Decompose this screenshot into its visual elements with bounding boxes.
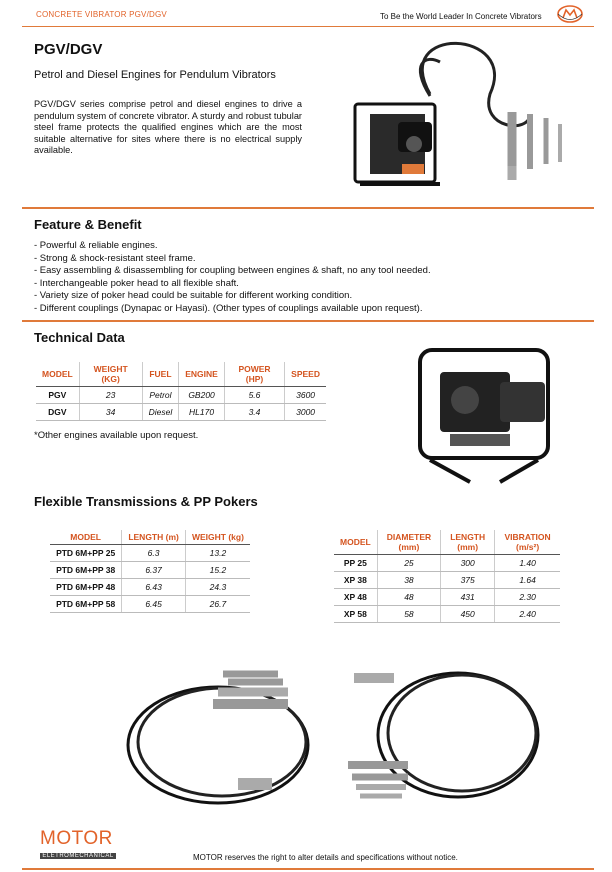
table-cell: 13.2 — [185, 545, 250, 562]
intro-paragraph: PGV/DGV series comprise petrol and diesel engines to drive a pendulum system of concrete vibrator. A sturdy and robust tubular steel frame protects the qualified engines which are the most suitable alternative for sites where there is no electrical supply available. — [34, 99, 302, 155]
feature-item: - Easy assembling & disassembling for coupling between engines & shaft, no any tool needed. — [34, 265, 431, 276]
column-header: WEIGHT (KG) — [79, 362, 142, 387]
flexible-heading: Flexible Transmissions & PP Pokers — [34, 494, 258, 509]
engine-with-pokers-image — [330, 34, 600, 204]
table-cell: PTD 6M+PP 38 — [50, 562, 122, 579]
table-cell: 300 — [441, 555, 495, 572]
table-header-row — [36, 362, 326, 387]
table-cell: 6.37 — [122, 562, 186, 579]
table-cell: 3600 — [285, 387, 326, 404]
feature-item: - Powerful & reliable engines. — [34, 240, 158, 251]
table-cell: XP 58 — [334, 606, 377, 623]
column-header: POWER (HP) — [224, 362, 284, 387]
features-list — [34, 240, 431, 315]
table-cell: Petrol — [142, 387, 179, 404]
table-row — [36, 387, 326, 404]
table-cell: 375 — [441, 572, 495, 589]
table-row — [36, 404, 326, 421]
table-cell: 431 — [441, 589, 495, 606]
flexible-shaft-image — [118, 660, 333, 810]
table-cell: GB200 — [179, 387, 225, 404]
table-cell: PTD 6M+PP 48 — [50, 579, 122, 596]
footer-brand: MOTOR — [40, 828, 113, 849]
table-row — [334, 572, 560, 589]
column-header: WEIGHT (kg) — [185, 530, 250, 545]
table-cell: 25 — [377, 555, 440, 572]
table-cell: 1.40 — [495, 555, 560, 572]
table-row — [50, 596, 250, 613]
table-cell: 34 — [79, 404, 142, 421]
technical-note: *Other engines available upon request. — [34, 430, 199, 441]
table-cell: 1.64 — [495, 572, 560, 589]
page-title: PGV/DGV — [34, 41, 103, 58]
feature-item: - Different couplings (Dynapac or Hayasi). (Other types of couplings available upon request). — [34, 302, 423, 314]
table-cell: 26.7 — [185, 596, 250, 613]
section-divider — [22, 207, 594, 209]
table-cell: 3.4 — [224, 404, 284, 421]
brand-logo-icon — [557, 5, 583, 23]
features-heading: Feature & Benefit — [34, 217, 142, 232]
table-cell: 24.3 — [185, 579, 250, 596]
table-header-row — [334, 530, 560, 555]
table-cell: 6.43 — [122, 579, 186, 596]
table-cell: DGV — [36, 404, 79, 421]
table-cell: 58 — [377, 606, 440, 623]
poker-table — [334, 530, 560, 623]
feature-item: - Variety size of poker head could be suitable for different working condition. — [34, 290, 353, 301]
engine-frame-image — [410, 342, 560, 484]
table-cell: XP 38 — [334, 572, 377, 589]
page-subtitle: Petrol and Diesel Engines for Pendulum Vibrators — [34, 69, 276, 81]
table-cell: Diesel — [142, 404, 179, 421]
table-cell: 2.30 — [495, 589, 560, 606]
column-header: FUEL — [142, 362, 179, 387]
header-divider — [22, 26, 594, 27]
table-cell: 5.6 — [224, 387, 284, 404]
header-left-label: CONCRETE VIBRATOR PGV/DGV — [36, 10, 167, 19]
column-header: ENGINE — [179, 362, 225, 387]
column-header: LENGTH (mm) — [441, 530, 495, 555]
feature-item: - Strong & shock-resistant steel frame. — [34, 252, 196, 264]
table-cell: 48 — [377, 589, 440, 606]
column-header: VIBRATION (m/s²) — [495, 530, 560, 555]
table-row — [50, 562, 250, 579]
table-cell: 23 — [79, 387, 142, 404]
column-header: LENGTH (m) — [122, 530, 186, 545]
table-cell: PP 25 — [334, 555, 377, 572]
table-cell: 6.45 — [122, 596, 186, 613]
column-header: SPEED — [285, 362, 326, 387]
column-header: MODEL — [50, 530, 122, 545]
table-cell: 2.40 — [495, 606, 560, 623]
table-row — [50, 579, 250, 596]
table-cell: XP 48 — [334, 589, 377, 606]
table-cell: PTD 6M+PP 58 — [50, 596, 122, 613]
header-tagline: To Be the World Leader In Concrete Vibrators — [380, 12, 542, 21]
column-header: DIAMETER (mm) — [377, 530, 440, 555]
table-row — [334, 555, 560, 572]
table-cell: 38 — [377, 572, 440, 589]
footer-divider — [22, 868, 594, 870]
shaft-table — [50, 530, 250, 613]
table-row — [334, 589, 560, 606]
poker-set-image — [348, 665, 548, 805]
technical-heading: Technical Data — [34, 330, 125, 345]
column-header: MODEL — [36, 362, 79, 387]
table-cell: 3000 — [285, 404, 326, 421]
table-row — [50, 545, 250, 562]
footer-disclaimer: MOTOR reserves the right to alter details and specifications without notice. — [193, 853, 458, 862]
table-row — [334, 606, 560, 623]
feature-item: - Interchangeable poker head to all flexible shaft. — [34, 277, 239, 289]
table-cell: HL170 — [179, 404, 225, 421]
footer-brand-sub: ELETROMECHANICAL — [40, 853, 116, 859]
table-cell: PGV — [36, 387, 79, 404]
table-cell: 6.3 — [122, 545, 186, 562]
table-cell: 450 — [441, 606, 495, 623]
column-header: MODEL — [334, 530, 377, 555]
section-divider — [22, 320, 594, 322]
table-cell: 15.2 — [185, 562, 250, 579]
technical-table — [36, 362, 326, 421]
table-cell: PTD 6M+PP 25 — [50, 545, 122, 562]
table-header-row — [50, 530, 250, 545]
